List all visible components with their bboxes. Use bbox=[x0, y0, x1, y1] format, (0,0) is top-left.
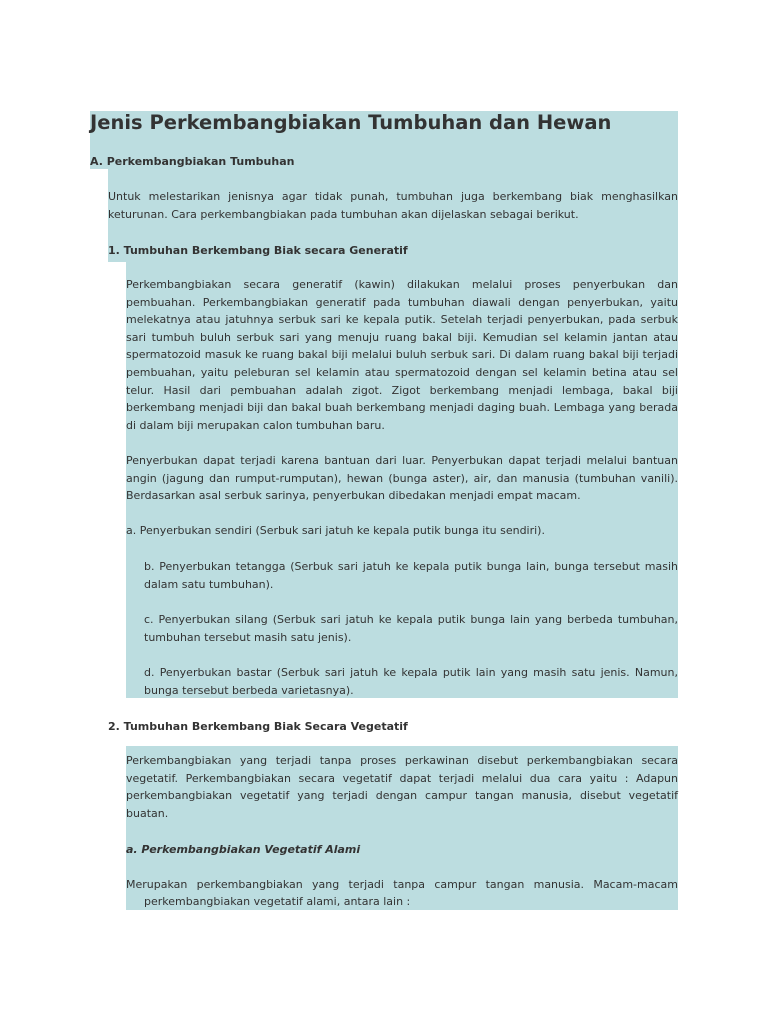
vegetatif-heading: 2. Tumbuhan Berkembang Biak Secara Vegetatif bbox=[108, 720, 408, 733]
list-item-d: d. Penyerbukan bastar (Serbuk sari jatuh ke kepala putik lain yang masih satu jenis. Namun, bunga tersebut berbeda varietasnya). bbox=[144, 666, 678, 697]
list-item-a: a. Penyerbukan sendiri (Serbuk sari jatuh ke kepala putik bunga itu sendiri). bbox=[126, 524, 545, 537]
vegetatif-subheading: a. Perkembangbiakan Vegetatif Alami bbox=[126, 843, 361, 856]
list-item-c: c. Penyerbukan silang (Serbuk sari jatuh ke kepala putik bunga lain yang berbeda tumbuhan, tumbuhan tersebut masih satu jenis). bbox=[144, 613, 678, 644]
vegetatif-para2-line1: Merupakan perkembangbiakan yang terjadi tanpa campur tangan manusia. Macam-macam bbox=[126, 878, 678, 891]
generatif-para1: Perkembangbiakan secara generatif (kawin) dilakukan melalui proses penyerbukan dan pembuahan. Perkembangbiakan generatif pada tumbuhan diawali dengan penyerbukan, yaitu melekatnya atau jatuhnya serbuk sari ke kepala putik. Setelah terjadi penyerbukan, pada serbuk sari tumbuh buluh serbuk sari yang menuju ruang bakal biji. Kemudian sel kelamin jantan atau spermatozoid masuk ke ruang bakal biji melalui buluh serbuk sari. Di dalam ruang bakal biji terjadi pembuahan, yaitu peleburan sel kelamin atau spermatozoid dengan sel kelamin betina atau sel telur. Hasil dari pembuahan adalah zigot. Zigot berkembang menjadi lembaga, bakal biji berkembang menjadi biji dan bakal buah berkembang menjadi daging buah. Lembaga yang berada di dalam biji merupakan calon tumbuhan baru. bbox=[126, 278, 678, 432]
list-item-b: b. Penyerbukan tetangga (Serbuk sari jatuh ke kepala putik bunga lain, bunga tersebut masih dalam satu tumbuhan). bbox=[144, 560, 678, 591]
generatif-para2: Penyerbukan dapat terjadi karena bantuan dari luar. Penyerbukan dapat terjadi melalui bantuan angin (jagung dan rumput-rumputan), hewan (bunga aster), air, dan manusia (tumbuhan vanili). Berdasarkan asal serbuk sarinya, penyerbukan dibedakan menjadi empat macam. bbox=[126, 454, 678, 503]
generatif-heading: 1. Tumbuhan Berkembang Biak secara Generatif bbox=[108, 244, 408, 257]
section-a-intro: Untuk melestarikan jenisnya agar tidak punah, tumbuhan juga berkembang biak menghasilkan keturunan. Cara perkembangbiakan pada tumbuhan akan dijelaskan sebagai berikut. bbox=[108, 190, 678, 221]
vegetatif-para1: Perkembangbiakan yang terjadi tanpa proses perkawinan disebut perkembangbiakan secara vegetatif. Perkembangbiakan secara vegetatif dapat terjadi melalui dua cara yaitu : Adapun perkembangbiakan vegetatif yang terjadi dengan campur tangan manusia, disebut vegetatif buatan. bbox=[126, 754, 678, 820]
vegetatif-para2-line2: perkembangbiakan vegetatif alami, antara lain : bbox=[144, 895, 411, 908]
page-title: Jenis Perkembangbiakan Tumbuhan dan Hewan bbox=[90, 111, 612, 134]
section-a-heading: A. Perkembangbiakan Tumbuhan bbox=[90, 155, 295, 168]
